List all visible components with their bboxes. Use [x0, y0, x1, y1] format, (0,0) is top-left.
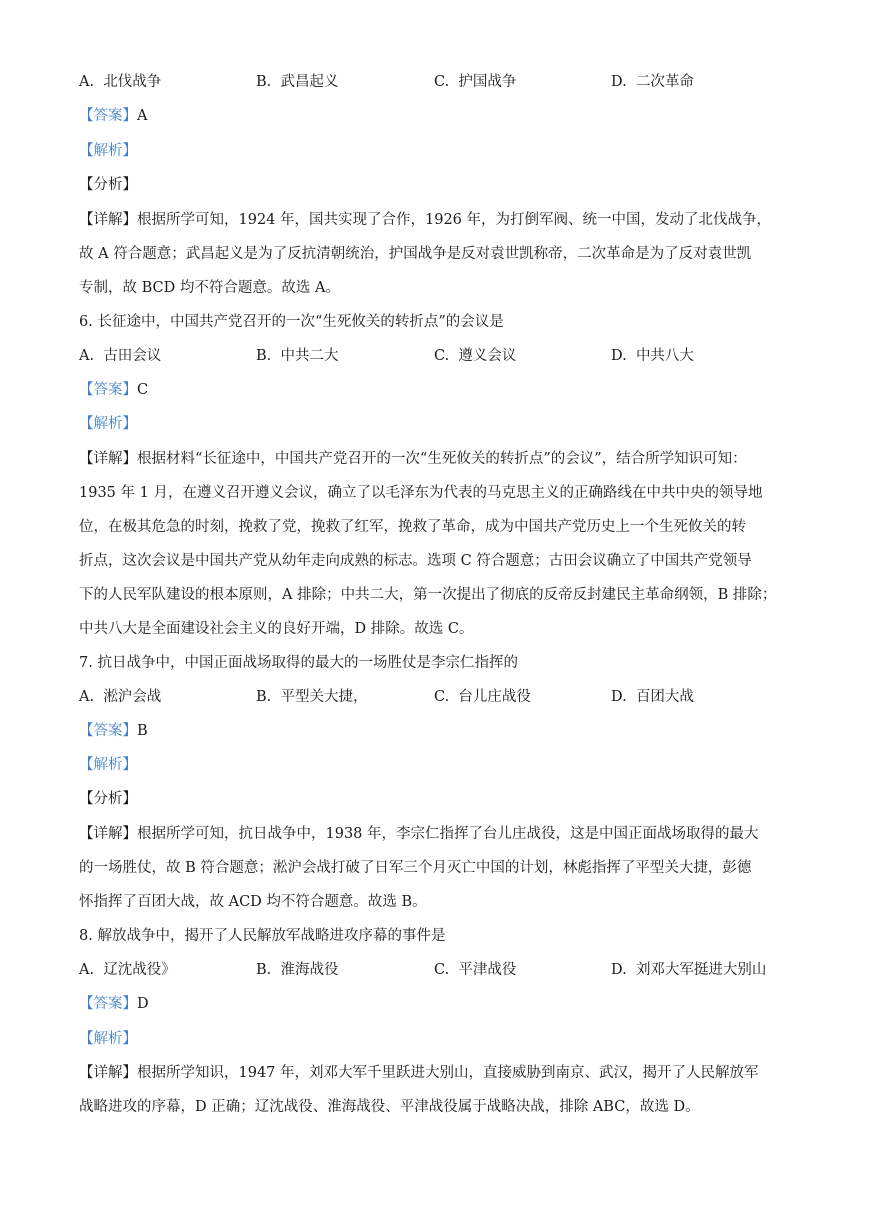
detail-tag: 【详解】: [79, 1065, 137, 1081]
q8-answer: [79, 994, 799, 1014]
q7-detail-line: 怀指挥了百团大战，故 ACD 均不符合题意。故选 B。: [79, 894, 427, 910]
q7-options: [79, 687, 799, 707]
answer-tag: 【答案】: [79, 996, 137, 1012]
q6-option-a[interactable]: A. 古田会议: [79, 348, 162, 364]
q8-jiexi-heading: 【解析】: [79, 1031, 137, 1047]
q7-option-a[interactable]: A. 淞沪会战: [79, 689, 162, 705]
q5-detail-line: 专制，故 BCD 均不符合题意。故选 A。: [79, 280, 340, 296]
detail-tag: 【详解】: [79, 212, 137, 228]
q6-detail-line: 下的人民军队建设的根本原则，A 排除；中共二大，第一次提出了彻底的反帝反封建民主革命纲领，B 排除；: [79, 587, 777, 603]
q7-detail-line: 的一场胜仗，故 B 符合题意；淞沪会战打破了日军三个月灭亡中国的计划，林彪指挥了平型关大捷，彭德: [79, 860, 752, 876]
q8-option-b[interactable]: B. 淮海战役: [256, 962, 339, 978]
q5-options: [79, 72, 799, 92]
q7-detail-line: 【详解】根据所学可知，抗日战争中，1938 年，李宗仁指挥了台儿庄战役，这是中国正面战场取得的最大: [79, 826, 759, 842]
q5-option-b[interactable]: B. 武昌起义: [256, 74, 339, 90]
q5-option-a[interactable]: A. 北伐战争: [79, 74, 162, 90]
q5-answer: [79, 106, 799, 126]
q8-option-c[interactable]: C. 平津战役: [434, 962, 517, 978]
q6-options: [79, 346, 799, 366]
q6-detail-line: 中共八大是全面建设社会主义的良好开端，D 排除。故选 C。: [79, 621, 474, 637]
q8-options: [79, 960, 799, 980]
answer-value: C: [137, 382, 149, 398]
q6-option-d[interactable]: D. 中共八大: [611, 348, 694, 364]
q6-detail-line: 1935 年 1 月，在遵义召开遵义会议，确立了以毛泽东为代表的马克思主义的正确路线在中共中央的领导地: [79, 485, 763, 501]
q6-detail-line: 折点，这次会议是中国共产党从幼年走向成熟的标志。选项 C 符合题意；古田会议确立了中国共产党领导: [79, 553, 752, 569]
q7-question: 7. 抗日战争中，中国正面战场取得的最大的一场胜仗是李宗仁指挥的: [79, 655, 518, 671]
q7-option-d[interactable]: D. 百团大战: [611, 689, 694, 705]
q8-option-d[interactable]: D. 刘邓大军挺进大别山: [611, 962, 767, 978]
q5-fenxi-heading: 【分析】: [79, 177, 137, 193]
q5-detail-line: 故 A 符合题意；武昌起义是为了反抗清朝统治，护国战争是反对袁世凯称帝，二次革命是为了反对袁世凯: [79, 246, 752, 262]
q8-question: 8. 解放战争中，揭开了人民解放军战略进攻序幕的事件是: [79, 928, 446, 944]
q6-detail-line: 位，在极其危急的时刻，挽救了党，挽救了红军，挽救了革命，成为中国共产党历史上一个生死攸关的转: [79, 519, 746, 535]
q5-jiexi-heading: 【解析】: [79, 143, 137, 159]
q7-jiexi-heading: 【解析】: [79, 757, 137, 773]
q6-option-b[interactable]: B. 中共二大: [256, 348, 339, 364]
q8-detail-line: 战略进攻的序幕，D 正确；辽沈战役、淮海战役、平津战役属于战略决战，排除 ABC，故选 D。: [79, 1099, 700, 1115]
answer-value: D: [137, 996, 149, 1012]
answer-tag: 【答案】: [79, 723, 137, 739]
q7-option-b[interactable]: B. 平型关大捷，: [256, 689, 368, 705]
q7-fenxi-heading: 【分析】: [79, 791, 137, 807]
q6-question: 6. 长征途中，中国共产党召开的一次“生死攸关的转折点”的会议是: [79, 314, 504, 330]
answer-tag: 【答案】: [79, 382, 137, 398]
answer-value: B: [137, 723, 148, 739]
q7-option-c[interactable]: C. 台儿庄战役: [434, 689, 531, 705]
answer-tag: 【答案】: [79, 108, 137, 124]
q8-detail-line: 【详解】根据所学知识，1947 年，刘邓大军千里跃进大别山，直接威胁到南京、武汉，揭开了人民解放军: [79, 1065, 759, 1081]
q6-detail-line: 【详解】根据材料“长征途中，中国共产党召开的一次“生死攸关的转折点”的会议”，结合所学知识可知：: [79, 451, 747, 467]
q5-option-d[interactable]: D. 二次革命: [611, 74, 694, 90]
q5-option-c[interactable]: C. 护国战争: [434, 74, 517, 90]
detail-tag: 【详解】: [79, 826, 137, 842]
detail-tag: 【详解】: [79, 451, 137, 467]
q8-option-a[interactable]: A. 辽沈战役》: [79, 962, 176, 978]
answer-value: A: [137, 108, 148, 124]
q7-answer: [79, 721, 799, 741]
q6-jiexi-heading: 【解析】: [79, 416, 137, 432]
q5-detail-line: 【详解】根据所学可知，1924 年，国共实现了合作，1926 年，为打倒军阀、统一中国，发动了北伐战争，: [79, 212, 772, 228]
q6-option-c[interactable]: C. 遵义会议: [434, 348, 517, 364]
q6-answer: [79, 380, 799, 400]
